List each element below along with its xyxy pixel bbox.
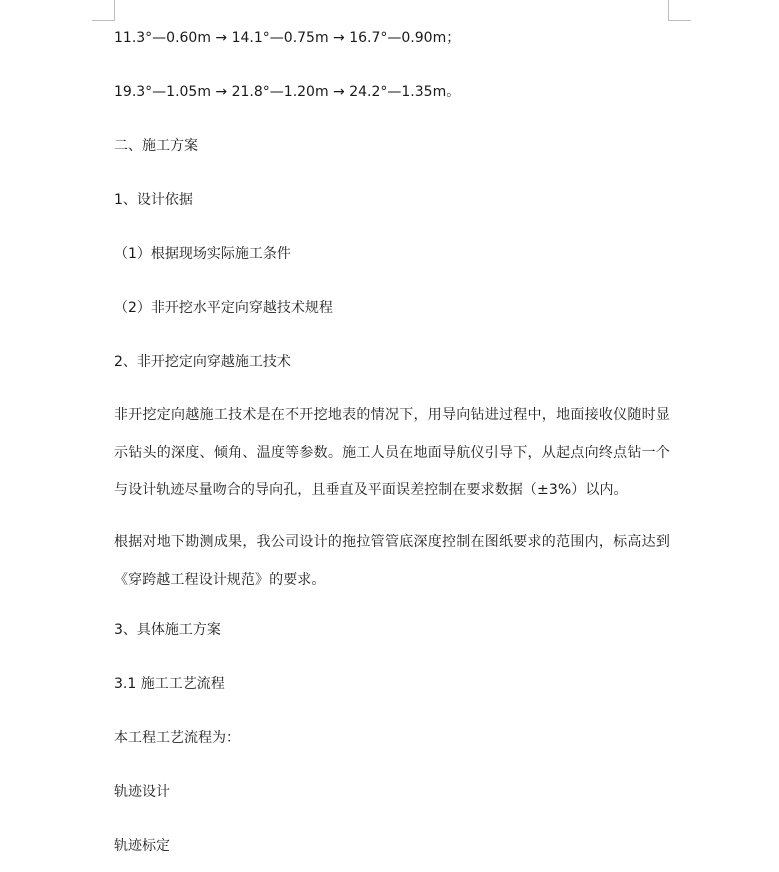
angle-depth-sequence-2: 19.3°—1.05m → 21.8°—1.20m → 24.2°—1.35m。 — [114, 84, 461, 100]
section-heading: 二、施工方案 — [114, 138, 198, 154]
subsection-heading: 1、设计依据 — [114, 192, 193, 208]
angle-depth-sequence-1: 11.3°—0.60m → 14.1°—0.75m → 16.7°—0.90m； — [114, 30, 461, 46]
list-item: （1）根据现场实际施工条件 — [114, 246, 291, 262]
body-paragraph: 非开挖定向越施工技术是在不开挖地表的情况下，用导向钻进过程中，地面接收仪随时显示钻头的深度、倾角、温度等参数。施工人员在地面导航仪引导下，从起点向终点钻一个与设计轨迹尽量吻合的导向孔，且垂直及平面误差控制在要求数据（±3%）以内。 — [114, 407, 670, 498]
list-item: 轨迹设计 — [114, 784, 170, 800]
body-line: 本工程工艺流程为： — [114, 730, 240, 746]
crop-mark-top-right — [668, 0, 691, 21]
list-item: 轨迹标定 — [114, 838, 170, 854]
subsection-heading: 3、具体施工方案 — [114, 622, 221, 638]
list-item: （2）非开挖水平定向穿越技术规程 — [114, 300, 333, 316]
crop-mark-top-left — [92, 0, 115, 21]
subsection-heading: 3.1 施工工艺流程 — [114, 676, 225, 692]
subsection-heading: 2、非开挖定向穿越施工技术 — [114, 354, 291, 370]
body-paragraph: 根据对地下勘测成果，我公司设计的拖拉管管底深度控制在图纸要求的范围内，标高达到《穿跨越工程设计规范》的要求。 — [114, 534, 670, 588]
